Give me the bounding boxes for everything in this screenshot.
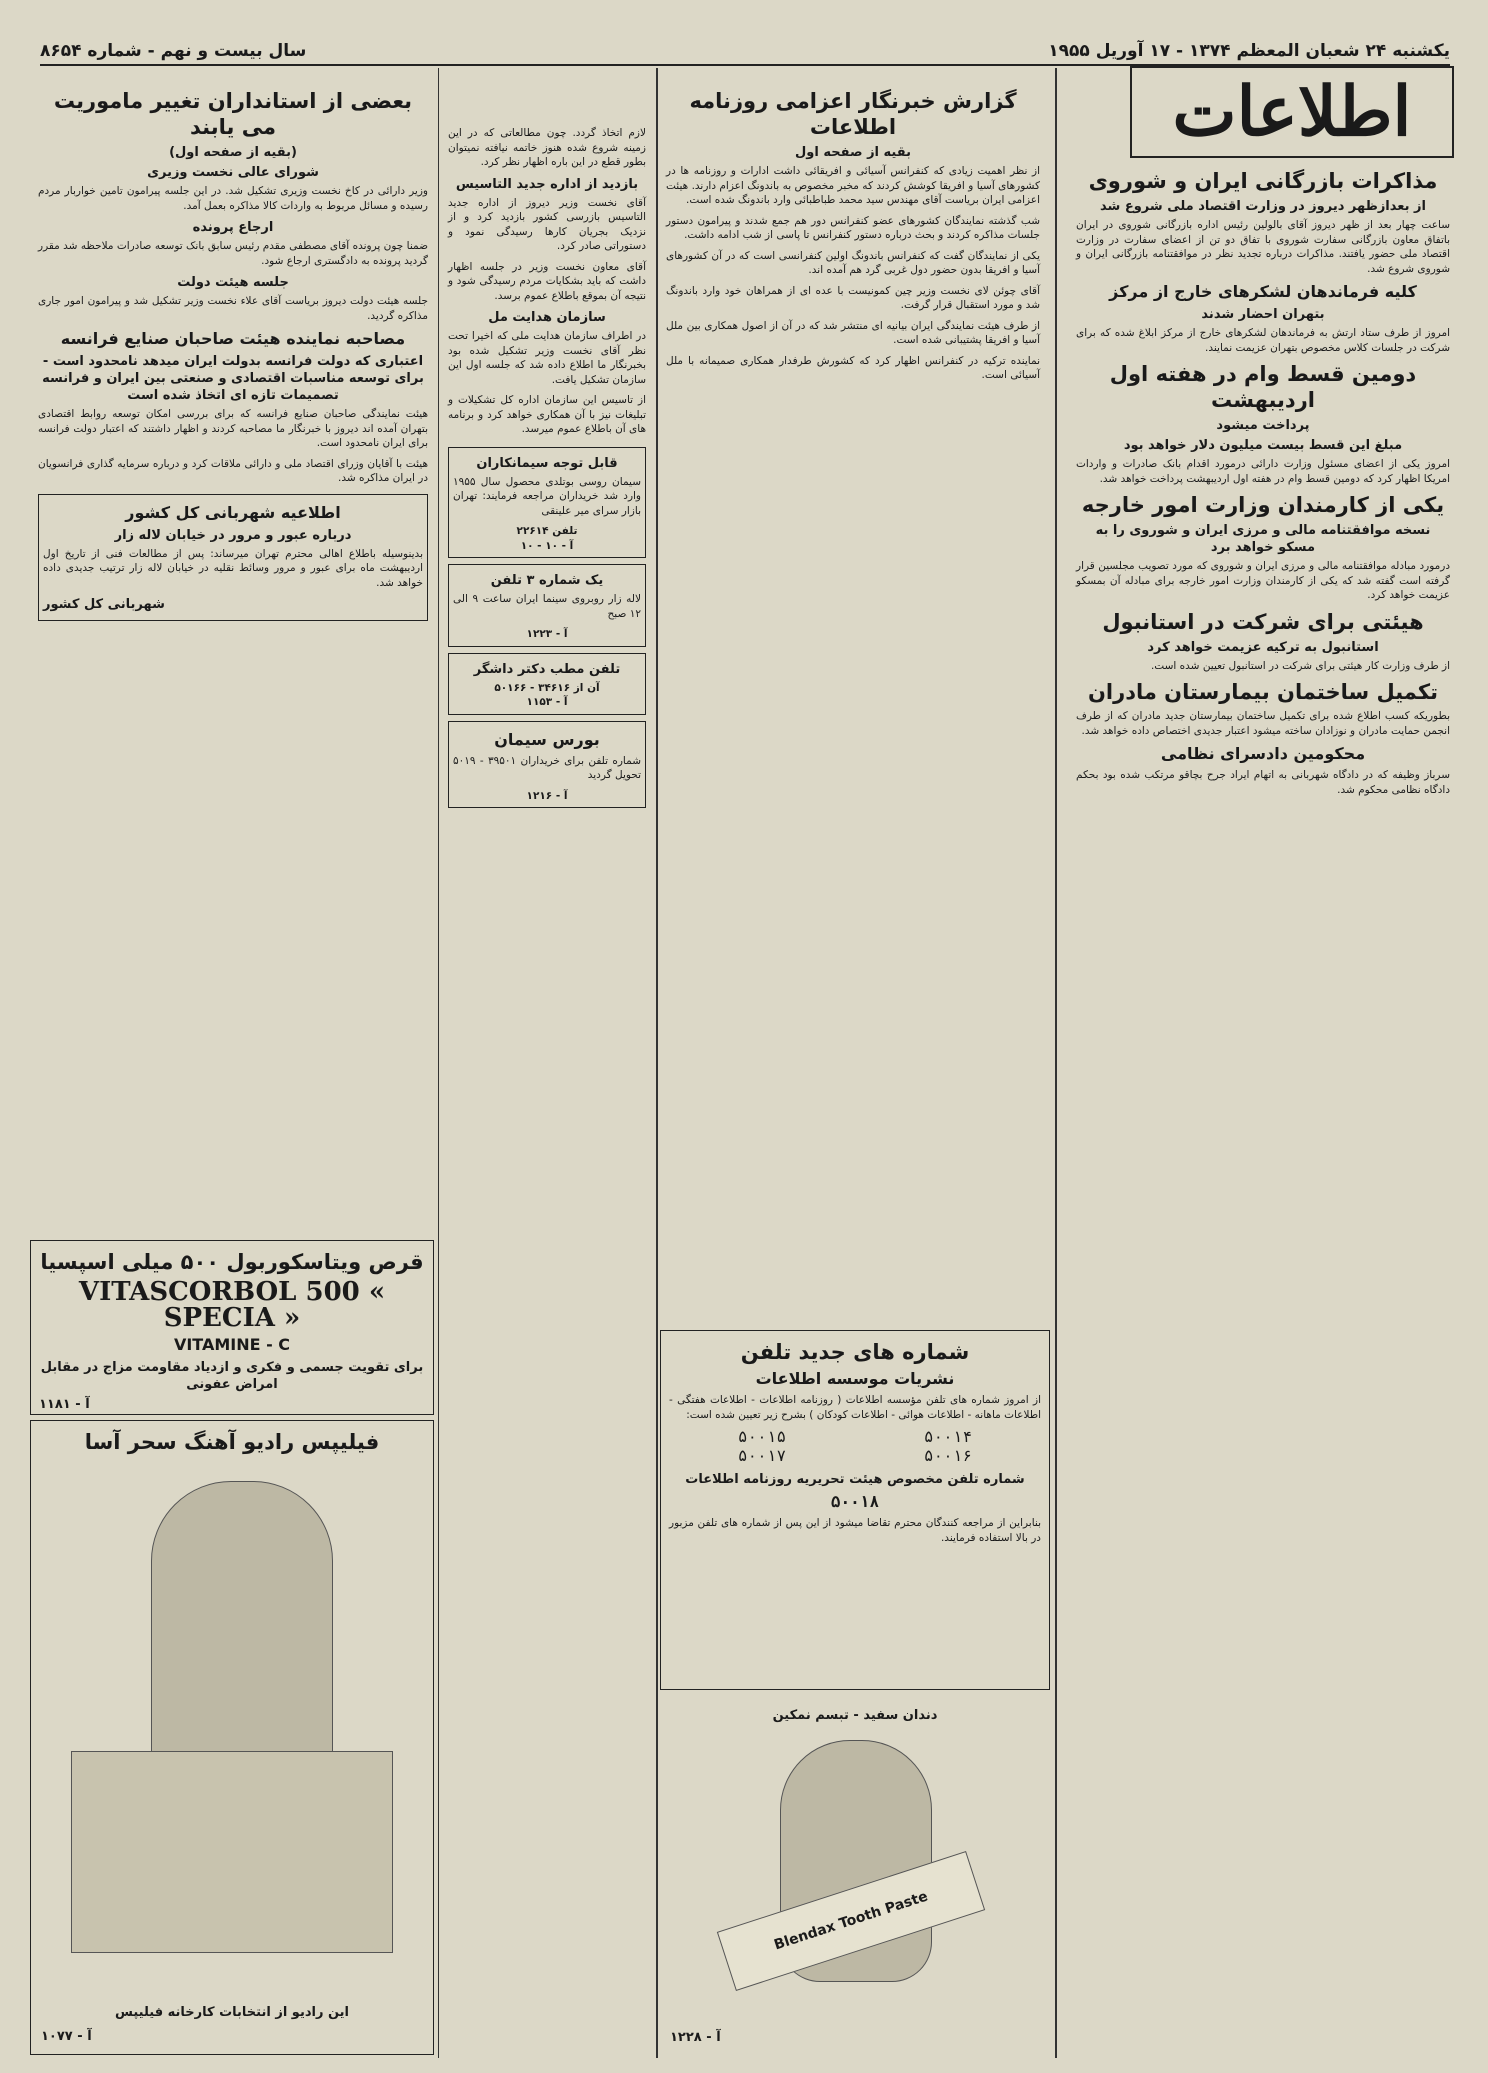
clinic-ad-text: لاله زار روبروی سینما ایران ساعت ۹ الی ۱۲ صبح: [453, 593, 641, 620]
philips-tagline: این رادیو از انتخابات کارخانه فیلیپس: [114, 2005, 350, 2020]
subhead-trade-talks: از بعدازظهر دیروز در وزارت اقتصاد ملی شروع شد: [1100, 199, 1426, 214]
article-army-commanders: امروز از طرف ستاد ارتش به فرماندهان لشکرهای خارج از مرکز ابلاغ شده که برای شرکت در جلسات کلاس مخصوص بتهران عزیمت نمایند.: [1076, 327, 1450, 354]
date-line: یکشنبه ۲۴ شعبان المعظم ۱۳۷۴ - ۱۷ آوریل ۱۹۵۵: [1048, 41, 1450, 61]
doctor-ad-phones: آن از ۳۴۶۱۶ - ۵۰۱۶۶: [494, 681, 600, 694]
article-bandung-6: نماینده ترکیه در کنفرانس اظهار کرد که کشورش طرفدار همکاری صمیمانه با ملل آسیائی است.: [666, 354, 1040, 381]
phone-ad-title: شماره های جدید تلفن: [740, 1340, 970, 1364]
article-mid-5: از تاسیس این سازمان اداره کل تشکیلات و تبلیغات نیز با آن همکاری خواهد کرد و برنامه های آن باطلاع عموم میرسد.: [448, 394, 646, 435]
headline-military-court: محکومین دادسرای نظامی: [1160, 744, 1366, 763]
radio-illustration: [71, 1751, 393, 1953]
bourse-ad-code: آ - ۱۲۱۶: [526, 789, 568, 802]
article-mid-3: آقای معاون نخست وزیر در جلسه اظهار داشت که باید بشکایات مردم رسیدگی شود و نتیجه آن بموقع باطلاع عموم برسد.: [448, 260, 646, 302]
phone-number-grid: [689, 1427, 1021, 1465]
article-mid-2: آقای نخست وزیر دیروز از اداره جدید التاسیس بازرسی کشور بازدید کرد و از نزدیک بجریان کارها رسیدگی نمود و دستوراتی صادر کرد.: [448, 196, 646, 252]
headline-foreign-ministry: یکی از کارمندان وزارت امور خارجه: [1081, 493, 1445, 517]
column-center-right: [658, 80, 1048, 1330]
article-trade-talks: ساعت چهار بعد از ظهر دیروز آقای بالولین رئیس اداره بازرگانی شوروی در ایران باتفاق معاون بازرگانی سفارت شوروی با تفاق دو تن از اعضای سفارت در وزارت اقتصاد ملی حضور یافتند. مذاکرات درباره تجدید نظر در موافقتنامه بازرگانی ایران و شوروی شروع شد.: [1076, 219, 1450, 275]
article-mid-4: در اطراف سازمان هدایت ملی که اخیرا تحت نظر آقای نخست وزیر تشکیل شده بود بخبرنگار ما اطلاع داده شد که جلسه اول این سازمان تشکیل یافت.: [448, 330, 646, 386]
headline-governors: بعضی از استانداران تغییر ماموریت می یابند: [53, 89, 413, 139]
cement-ad-text: سیمان روسی بوتلدی محصول سال ۱۹۵۵ وارد شد خریداران مراجعه فرمایند: تهران بازار سرای میر علینقی: [453, 475, 641, 517]
headline-cabinet: جلسه هیئت دولت: [177, 275, 289, 290]
phone-ad-note: بنابراین از مراجعه کنندگان محترم تقاضا میشود از این پس از شماره های تلفن مزبور در بالا استفاده فرمایند.: [669, 1517, 1041, 1544]
subhead-loan-amount: مبلغ این قسط بیست میلیون دلار خواهد بود: [1123, 438, 1403, 453]
article-hospital: بطوریکه کسب اطلاع شده برای تکمیل ساختمان بیمارستان جدید مادران که از طرف انجمن حمایت مادران و نوزادان ساخته میشود اعتبار جدیدی اختصاص داده خواهد شد.: [1076, 710, 1450, 737]
article-french-2: هیئت با آقایان وزرای اقتصاد ملی و دارائی ملاقات کرد و درباره سرمایه گذاری فرانسویان در ایران مذاکره شد.: [38, 457, 428, 484]
blendax-code: آ - ۱۲۲۸: [670, 2030, 721, 2045]
article-french-1: هیئت نمایندگی صاحبان صنایع فرانسه که برای بررسی امکان توسعه روابط اقتصادی بتهران آمده اند دیروز با خبرنگار ما مصاحبه کردند و اظهار داشتند که اعتبار دولت فرانسه برای ایران نامحدود است.: [38, 408, 428, 449]
headline-hospital: تکمیل ساختمان بیمارستان مادران: [1088, 680, 1438, 704]
subhead-foreign-ministry: نسخه موافقتنامه مالی و مرزی ایران و شوروی را به مسکو خواهد برد: [1095, 523, 1431, 555]
subhead-correspondent: بقیه از صفحه اول: [795, 145, 911, 160]
bourse-ad-text: شماره تلفن برای خریداران ۳۹۵۰۱ - ۵۰۱۹ تحویل گردید: [453, 754, 641, 781]
clinic-ad-code: آ - ۱۲۲۳: [526, 628, 568, 640]
headline-loan: دومین قسط وام در هفته اول اردیبهشت: [1109, 362, 1417, 412]
subhead-french-interview: اعتباری که دولت فرانسه بدولت ایران میدهد نامحدود است - برای توسعه مناسبات اقتصادی و صنعتی بین ایران و فرانسه تصمیمات تازه ای اتخاذ شده است: [42, 354, 424, 403]
subhead-istanbul: استانبول به ترکیه عزیمت خواهد کرد: [1147, 639, 1379, 655]
subhead-army-commanders: بتهران احضار شدند: [1201, 307, 1325, 322]
subhead-governors: (بقیه از صفحه اول): [169, 145, 297, 160]
phone-number: ۵۰۰۱۵: [737, 1427, 787, 1446]
headline-correspondent: گزارش خبرنگار اعزامی روزنامه اطلاعات: [689, 89, 1017, 139]
headline-new-office: بازدید از اداره جدید التاسیس: [455, 176, 639, 192]
police-notice: [38, 494, 428, 622]
cement-ad-code: آ - ۱۰ - ۱۰: [520, 539, 574, 552]
column-rule: [438, 68, 439, 2058]
article-bandung-2: شب گذشته نمایندگان کشورهای عضو کنفرانس دور هم جمع شدند و پیرامون دستور جلسات مذاکره کردند و بحث درباره دستور کنفرانس تا پاسی از شب ادامه داشت.: [666, 214, 1040, 241]
cement-ad-phone: تلفن ۲۲۶۱۴: [516, 525, 578, 537]
vitascorbol-ad: [30, 1240, 434, 1415]
philips-code: آ - ۱۰۷۷: [41, 2029, 92, 2044]
column-center-left: [440, 120, 654, 2050]
vitascorbol-title: قرص ویتاسکوربول ۵۰۰ میلی اسپسیا: [40, 1250, 424, 1274]
bourse-ad: [448, 721, 646, 809]
article-high-council: وزیر دارائی در کاخ نخست وزیری تشکیل شد. در این جلسه پیرامون تامین خواربار مردم رسیده و مسائل مربوط به واردات کالا مذاکره بعمل آمد.: [38, 185, 428, 212]
vitascorbol-vitamin: VITAMINE - C: [173, 1335, 291, 1354]
cement-ad: [448, 447, 646, 559]
headline-referral: ارجاع پرونده: [192, 220, 274, 235]
article-mid-1: لازم اتخاذ گردد. چون مطالعاتی که در این زمینه شروع شده هنوز خاتمه نیافته نمیتوان بطور قطع در این باره اظهار نظر کرد.: [448, 127, 646, 168]
doctor-ad: [448, 653, 646, 715]
police-notice-title: اطلاعیه شهربانی کل کشور: [125, 502, 341, 522]
doctor-ad-code: آ - ۱۱۵۳: [526, 696, 568, 708]
article-loan: امروز یکی از اعضای مسئول وزارت دارائی درمورد اقدام بانک صادرات و واردات امریکا اظهار کرد که دومین قسط وام در هفته اول اردیبهشت پرداخت خواهد شد.: [1076, 458, 1450, 485]
phone-number: ۵۰۰۱۴: [923, 1427, 973, 1446]
article-bandung-1: از نظر اهمیت زیادی که کنفرانس آسیائی و افریقائی داشت ادارات و روزنامه ها در کشورهای آسیا و افریقا کوشش کردند که مخبر مخصوص به باندونگ اعزام دارند. هیئت اعزامی ایران بریاست آقای مهندس سید محمد طباطبائی وارد باندونگ شده است.: [666, 165, 1040, 206]
police-notice-text: بدینوسیله باطلاع اهالی محترم تهران میرساند: پس از مطالعات فنی از تاریخ اول اردیبهشت ماه برای عبور و مرور وسائط نقلیه در خیابان لاله زار ترتیب جدیدی داده خواهد شد.: [43, 547, 423, 589]
headline-guidance-org: سازمان هدایت مل: [488, 310, 606, 325]
phone-ad-subtitle: نشریات موسسه اطلاعات: [755, 1369, 955, 1388]
phone-ad-text: از امروز شماره های تلفن مؤسسه اطلاعات ( روزنامه اطلاعات - اطلاعات هفتگی - اطلاعات ماهانه - اطلاعات هوائی - اطلاعات کودکان ) بشرح زیر تعیین شده است:: [669, 1394, 1041, 1421]
vitascorbol-code: آ - ۱۱۸۱: [39, 1397, 90, 1412]
philips-title: فیلیپس رادیو آهنگ سحر آسا: [84, 1430, 380, 1454]
headline-french-interview: مصاحبه نماینده هیئت صاحبان صنایع فرانسه: [60, 329, 406, 348]
cement-ad-title: قابل توجه سیمانکاران: [476, 455, 618, 471]
vitascorbol-brand: VITASCORBOL 500 « SPECIA »: [78, 1277, 386, 1333]
phone-editor-number: ۵۰۰۱۸: [830, 1492, 880, 1511]
column-left: [30, 80, 436, 1240]
phone-numbers-ad: [660, 1330, 1050, 1690]
issue-line: سال بیست و نهم - شماره ۸۶۵۴: [40, 41, 307, 61]
police-notice-subtitle: درباره عبور و مرور در خیابان لاله زار: [114, 527, 352, 543]
phone-number: ۵۰۰۱۷: [737, 1445, 787, 1465]
philips-ad: [30, 1420, 434, 2055]
blendax-tagline: دندان سفید - تبسم نمکین: [772, 1708, 938, 1723]
doctor-ad-title: تلفن مطب دکتر داشگر: [473, 661, 621, 677]
blendax-ad: [660, 1700, 1050, 2055]
article-bandung-3: یکی از نمایندگان گفت که کنفرانس باندونگ اولین کنفرانسی است که در آن کشورهای آسیا و افریقا بدون حضور دول غربی گرد هم آمده اند.: [666, 249, 1040, 276]
headline-high-council: شورای عالی نخست وزیری: [147, 165, 319, 180]
column-rule: [1055, 68, 1057, 2058]
clinic-ad: [448, 564, 646, 647]
headline-trade-talks: مذاکرات بازرگانی ایران و شوروی: [1088, 169, 1438, 193]
bourse-ad-title: بورس سیمان: [494, 729, 600, 749]
headline-istanbul: هیئتی برای شرکت در استانبول: [1102, 609, 1424, 634]
clinic-ad-title: یک شماره ۳ تلفن: [490, 573, 604, 588]
subhead-loan: پرداخت میشود: [1216, 418, 1310, 433]
article-istanbul: از طرف وزارت کار هیئتی برای شرکت در استانبول تعیین شده است.: [1150, 659, 1450, 672]
masthead-bar: [40, 38, 1450, 66]
article-military-court: سرباز وظیفه که در دادگاه شهربانی به اتهام ایراد جرح بچاقو مرتکب شده بود بحکم دادگاه نظامی محکوم شد.: [1076, 769, 1450, 796]
column-right: [1068, 160, 1458, 2055]
article-foreign-ministry: درمورد مبادله موافقتنامه مالی و مرزی ایران و شوروی که مورد تصویب مجلسین قرار گرفته است گفته شد که یکی از کارمندان وزارت امور خارجه برای مبادله آن بمسکو عزیمت خواهد کرد.: [1076, 560, 1450, 601]
vitascorbol-tagline: برای تقویت جسمی و فکری و ازدیاد مقاومت مزاج در مقابل امراض عفونی: [40, 1360, 424, 1392]
article-referral: ضمنا چون پرونده آقای مصطفی مقدم رئیس سابق بانک توسعه صادرات ملاحظه شد مقرر گردید پرونده به دادگستری ارجاع شود.: [38, 240, 428, 267]
headline-army-commanders: کلیه فرماندهان لشکرهای خارج از مرکز: [1109, 282, 1417, 301]
article-cabinet: جلسه هیئت دولت دیروز بریاست آقای علاء نخست وزیر تشکیل شد و پیرامون امور جاری مذاکره گردید.: [38, 295, 428, 322]
article-bandung-5: از طرف هیئت نمایندگی ایران بیانیه ای منتشر شد که در آن از اصول همکاری بین ملل آسیا و افریقا پشتیبانی شده است.: [666, 319, 1040, 346]
newspaper-logo: اطلاعات: [1130, 66, 1454, 158]
phone-editor-label: شماره تلفن مخصوص هیئت تحریریه روزنامه اطلاعات: [685, 1472, 1025, 1487]
article-bandung-4: آقای چوئن لای نخست وزیر چین کمونیست با عده ای از همراهان خود وارد باندونگ شد و مورد استقبال قرار گرفت.: [666, 284, 1040, 311]
phone-number: ۵۰۰۱۶: [923, 1445, 973, 1465]
blendax-brand: Blendax Tooth Paste: [772, 1888, 930, 1954]
police-notice-signature: شهربانی کل کشور: [43, 597, 165, 612]
